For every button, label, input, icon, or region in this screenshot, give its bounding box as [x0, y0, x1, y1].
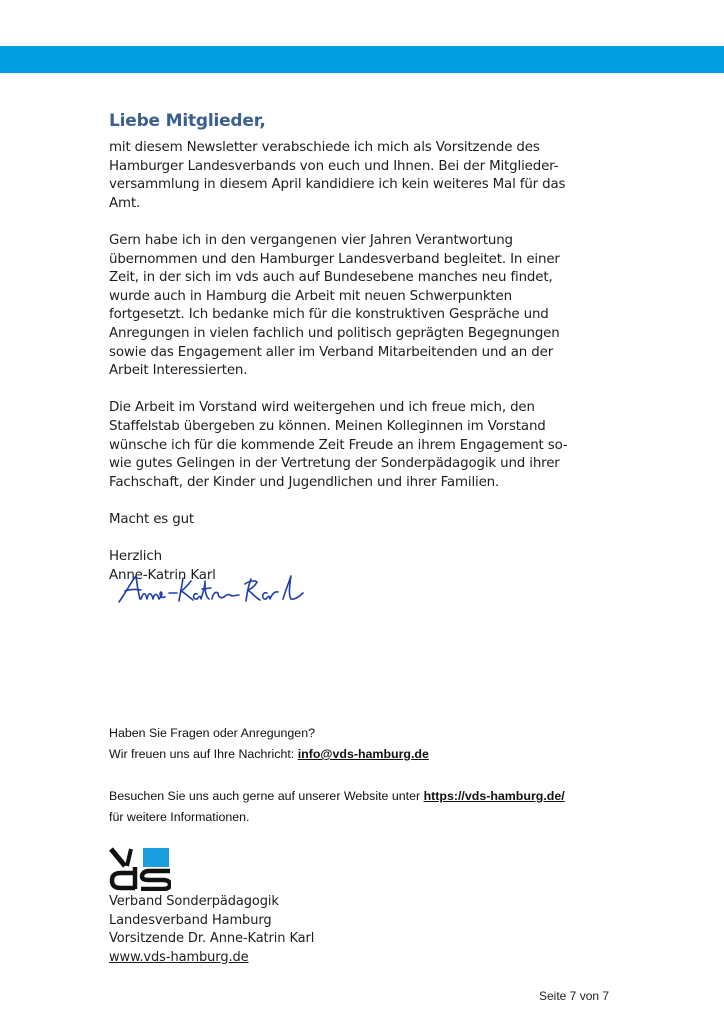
logo-letter-v: [111, 849, 131, 866]
text-line: fortgesetzt. Ich bedanke mich für die konstruktiven Gespräche und: [109, 307, 549, 323]
organization-website-link[interactable]: www.vds-hamburg.de: [109, 949, 249, 965]
organization-block: [109, 893, 314, 967]
text-line: wurde auch in Hamburg die Arbeit mit neuen Schwerpunkten: [109, 288, 512, 304]
organization-name: Verband Sonderpädagogik: [109, 894, 279, 909]
logo-letter-d: [112, 867, 135, 889]
letter-body: [109, 109, 629, 585]
text-line: Arbeit Interessierten.: [109, 363, 248, 379]
paragraph-handover: [109, 399, 629, 492]
header-color-bar: [0, 46, 724, 73]
paragraph-farewell: [109, 139, 629, 213]
text-line: versammlung in diesem April kandidiere ich kein weiteres Mal für das: [109, 177, 566, 193]
text-line: Staffelstab übergeben zu können. Meinen Kolleginnen im Vorstand: [109, 418, 546, 434]
text-line: übernommen und den Hamburger Landesverband begleitet. In einer: [109, 251, 560, 267]
text-line: Gern habe ich in den vergangenen vier Jahren Verantwortung: [109, 232, 513, 248]
logo-letter-s: [141, 871, 170, 889]
contact-email-link[interactable]: info@vds-hamburg.de: [297, 747, 429, 761]
signer-name: Anne-Katrin Karl: [109, 567, 216, 583]
contact-website-row: [109, 786, 669, 807]
contact-question: Haben Sie Fragen oder Anregungen?: [109, 726, 315, 740]
text-line: Zeit, in der sich im vds auch auf Bundesebene manches neu findet,: [109, 270, 553, 286]
paragraph-thanks: [109, 232, 629, 381]
text-line: Die Arbeit im Vorstand wird weitergehen und ich freue mich, den: [109, 400, 535, 416]
text-line: Fachschaft, der Kinder und Jugendlichen und ihrer Familien.: [109, 474, 500, 490]
text-line: Anregungen in vielen fachlich und politisch geprägten Begegnungen: [109, 325, 560, 341]
paragraph-farewell-short: [109, 511, 629, 530]
closing-salutation: Herzlich: [109, 549, 162, 565]
text-line: sowie das Engagement aller im Verband Mitarbeitenden und an der: [109, 344, 554, 360]
organization-branch: Landesverband Hamburg: [109, 912, 272, 928]
organization-chair: Vorsitzende Dr. Anne-Katrin Karl: [109, 931, 315, 946]
logo-blue-square: [143, 848, 169, 867]
vds-logo: [109, 847, 171, 891]
contact-website-link[interactable]: https://vds-hamburg.de/: [423, 789, 565, 803]
signature-image: [117, 572, 307, 606]
contact-website-suffix: für weitere Informationen.: [109, 810, 250, 824]
contact-website-prefix: Besuchen Sie uns auch gerne auf unserer Website unter: [109, 789, 424, 803]
contact-email-prefix: Wir freuen uns auf Ihre Nachricht:: [109, 747, 298, 761]
text-line: wünsche ich für die kommende Zeit Freude an ihrem Engagement so-: [109, 437, 568, 453]
text-line: wie gutes Gelingen in der Vertretung der Sonderpädagogik und ihrer: [109, 456, 560, 472]
text-line: Hamburger Landesverbands von euch und Ihnen. Bei der Mitglieder-: [109, 158, 559, 174]
contact-email-row: [109, 744, 669, 765]
text-line: Amt.: [109, 195, 141, 211]
text-line: mit diesem Newsletter verabschiede ich mich als Vorsitzende des: [109, 140, 540, 155]
letter-greeting: Liebe Mitglieder,: [109, 111, 266, 131]
page-number: Seite 7 von 7: [539, 989, 610, 1003]
contact-section: [109, 723, 669, 828]
text-line: Macht es gut: [109, 511, 195, 527]
